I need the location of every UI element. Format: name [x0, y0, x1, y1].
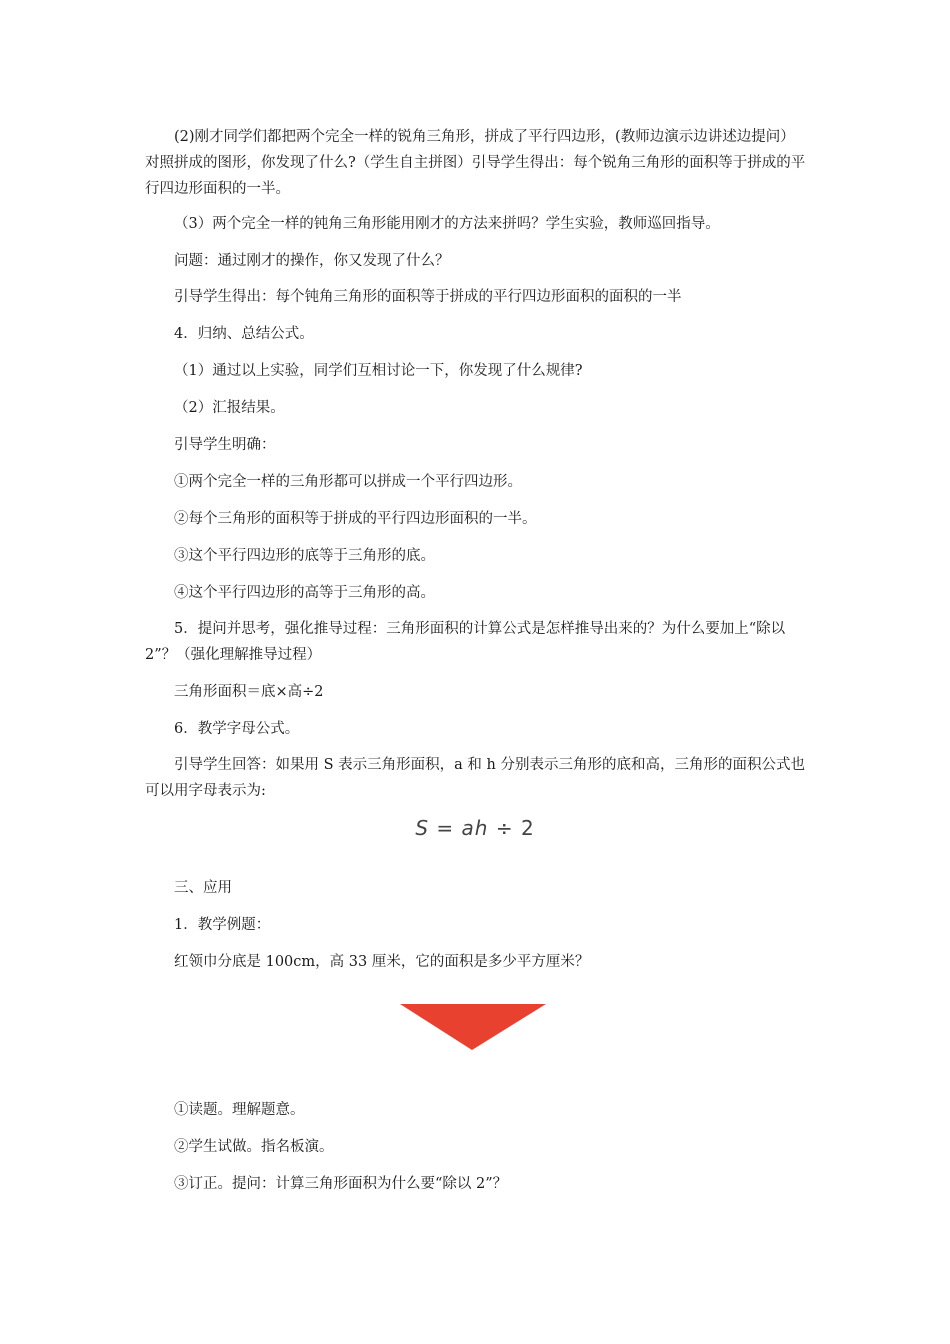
- paragraph-discuss: （1）通过以上实验，同学们互相讨论一下，你发现了什么规律?: [174, 363, 583, 379]
- formula-divide: ÷: [495, 816, 514, 840]
- formula-ah: ah: [461, 816, 489, 840]
- paragraph-letter-formula: 引导学生回答：如果用 S 表示三角形面积，a 和 h 分别表示三角形的底和高，三角形的面积公式也可以用字母表示为:: [145, 757, 805, 799]
- paragraph-example-problem: 红领巾分底是 100cm，高 33 厘米，它的面积是多少平方厘米？: [174, 954, 590, 970]
- paragraph-obtuse-question: （3）两个完全一样的钝角三角形能用刚才的方法来拼吗？学生实验，教师巡回指导。: [174, 216, 720, 232]
- list-item-4: ④这个平行四边形的高等于三角形的高。: [174, 585, 435, 601]
- list-item-2: ②每个三角形的面积等于拼成的平行四边形面积的一半。: [174, 511, 537, 527]
- step-try: ②学生试做。指名板演。: [174, 1139, 334, 1155]
- list-item-3: ③这个平行四边形的底等于三角形的底。: [174, 548, 435, 564]
- section-heading-6: 6．教学字母公式。: [174, 721, 300, 737]
- paragraph-obtuse-conclusion: 引导学生得出：每个钝角三角形的面积等于拼成的平行四边形面积的面积的一半: [174, 289, 682, 305]
- paragraph-acute-triangles: (2)刚才同学们都把两个完全一样的锐角三角形，拼成了平行四边形，(教师边演示边讲述边提问）对照拼成的图形，你发现了什么?（学生自主拼图）引导学生得出：每个锐角三角形的面积等于拼成的平行四边形面积的一半。: [145, 129, 806, 197]
- section-heading-example: 1．教学例题：: [174, 917, 271, 933]
- list-item-1: ①两个完全一样的三角形都可以拼成一个平行四边形。: [174, 474, 522, 490]
- red-scarf-image: [396, 992, 552, 1062]
- paragraph-report: （2）汇报结果。: [174, 400, 285, 416]
- paragraph-question: 问题：通过刚才的操作，你又发现了什么？: [174, 253, 450, 269]
- section-heading-4: 4．归纳、总结公式。: [174, 326, 314, 342]
- red-scarf-triangle: [396, 992, 552, 1062]
- formula-two: 2: [520, 816, 535, 840]
- paragraph-derivation: 5．提问并思考，强化推导过程：三角形面积的计算公式是怎样推导出来的？为什么要加上“除以 2”？（强化理解推导过程）: [145, 621, 786, 663]
- paragraph-word-formula: 三角形面积＝底×高÷2: [174, 684, 324, 700]
- paragraph-guide: 引导学生明确：: [174, 437, 276, 453]
- section-heading-application: 三、应用: [174, 880, 232, 896]
- formula-equals: =: [436, 816, 455, 840]
- formula-s: S: [415, 816, 430, 840]
- step-correct: ③订正。提问：计算三角形面积为什么要“除以 2”？: [174, 1176, 508, 1192]
- area-formula: [0, 816, 950, 840]
- step-read: ①读题。理解题意。: [174, 1102, 305, 1118]
